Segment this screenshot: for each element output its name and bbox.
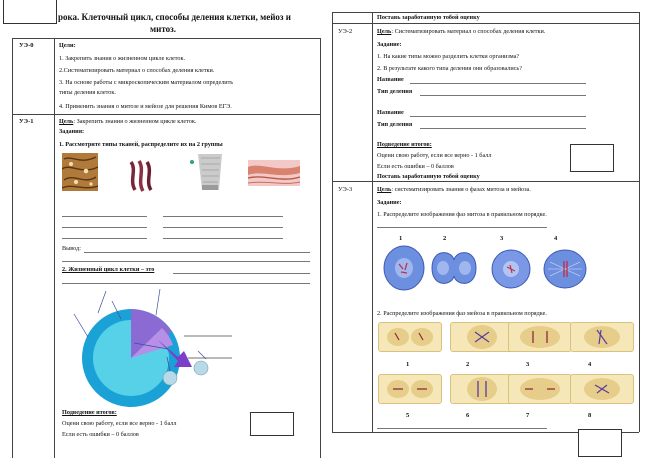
ue2-score-box[interactable] <box>570 144 614 172</box>
ue0-goal-1: 1. Закрепить знания о жизненном цикле клеток. <box>59 55 186 62</box>
meiosis-number-3: 3 <box>526 361 530 368</box>
lesson-title-line1: рока. Клеточный цикл, способы деления клетки, мейоз и <box>58 12 291 22</box>
mitosis-image-3 <box>490 248 532 290</box>
meiosis-number-7: 7 <box>526 412 530 419</box>
meiosis-card-b <box>450 322 514 352</box>
meiosis-number-5: 5 <box>406 412 410 419</box>
meiosis-number-1: 1 <box>406 361 410 368</box>
meiosis-card-d <box>570 322 634 352</box>
meiosis-card-h <box>570 374 634 404</box>
mitosis-image-1 <box>382 244 426 292</box>
ue1-task-2: 2. Жизненный цикл клетки – это <box>62 266 155 273</box>
ue3-code: УЭ-3 <box>338 186 353 193</box>
ue2-summary-label: Подведение итогов: <box>377 141 432 148</box>
grade-box-top-left[interactable] <box>3 0 57 24</box>
tissue-image-epithelium <box>188 150 226 194</box>
ue2-question-1: 1. На какие типы можно разделить клетки организма? <box>377 53 520 60</box>
ue2-goal <box>377 28 545 35</box>
ue2-goal-label: Цель <box>377 28 392 35</box>
ue2-goal-text: : Систематизировать материал о способах деления клетки. <box>391 28 546 35</box>
ue1-summary-label: Подведение итогов: <box>62 409 117 416</box>
ue2-summary-1: Оцени свою работу, если все верно - 1 балл <box>377 152 492 159</box>
ue3-task-2-text: 2. Распределите изображения фаз мейоза в правильном порядке. <box>377 310 547 317</box>
ue2-footer: Поставь заработанную тобой оценку <box>377 173 480 180</box>
mitosis-number-4: 4 <box>554 235 558 242</box>
meiosis-number-4: 4 <box>588 361 592 368</box>
ue3-task-1 <box>377 211 547 218</box>
ue2-type-label-1: Тип деления <box>377 88 413 95</box>
ue2-name-label-2: Название <box>377 109 404 116</box>
tissue-image-connective <box>248 160 300 186</box>
ue1-summary-1: Оцени свою работу, если все верно - 1 балл <box>62 420 177 427</box>
ue0-goal-4: 4. Применить знания о митозе и мейозе для решения Кимов ЕГЭ. <box>59 103 232 110</box>
meiosis-card-f <box>450 374 514 404</box>
ue1-tasks-label: Задания: <box>59 128 85 135</box>
ue1-conclusion-label: Вывод: <box>62 245 81 252</box>
ue1-goal-label: Цель <box>59 118 74 125</box>
mitosis-number-3: 3 <box>500 235 504 242</box>
ue0-goals-label: Цели: <box>59 42 76 49</box>
ue0-goal-3a: 3. На основе работы с микроскопическим материалом определить <box>59 79 234 86</box>
grade-box-bottom-right[interactable] <box>578 429 622 457</box>
ue2-summary-2: Если есть ошибки – 0 баллов <box>377 163 454 170</box>
ue0-goal-2: 2.Систематизировать материал о способах деления клетки. <box>59 67 215 74</box>
ue1-summary-2: Если есть ошибки – 0 баллов <box>62 431 139 438</box>
tissue-image-bone <box>62 153 98 191</box>
tissue-image-muscle <box>128 160 154 192</box>
mitosis-number-2: 2 <box>443 235 447 242</box>
ue2-question-2: 2. В результате какого типа деления они образовались? <box>377 65 522 72</box>
ue0-code: УЭ-0 <box>19 42 34 49</box>
meiosis-card-e <box>378 374 442 404</box>
ue1-task-1: 1. Рассмотрите типы тканей, распределите их на 2 группы <box>59 141 223 148</box>
ue2-code: УЭ-2 <box>338 28 353 35</box>
left-page <box>0 0 322 459</box>
meiosis-number-6: 6 <box>466 412 470 419</box>
ue3-task-label: Задание: <box>377 199 402 206</box>
meiosis-card-a <box>378 322 442 352</box>
ue3-task-2 <box>377 310 547 317</box>
ue1-code: УЭ-1 <box>19 118 34 125</box>
ue1-goal <box>59 118 196 125</box>
ue3-goal <box>377 186 531 193</box>
ue1-goal-text: : Закрепить знания о жизненном цикле клеток. <box>73 118 197 125</box>
meiosis-number-2: 2 <box>466 361 470 368</box>
ue3-goal-text: : систематизировать знания о фазах митоза и мейоза. <box>391 186 531 193</box>
ue3-task-1-text: 1. Распределите изображения фаз митоза в правильном порядке. <box>377 211 547 218</box>
cell-cycle-diagram <box>66 285 266 410</box>
ue1-score-box[interactable] <box>250 412 294 436</box>
right-page <box>330 0 650 459</box>
meiosis-card-g <box>508 374 572 404</box>
mitosis-image-2 <box>428 244 480 292</box>
mitosis-number-1: 1 <box>399 235 403 242</box>
mitosis-image-4 <box>542 248 588 290</box>
right-header: Поставь заработанную тобой оценку <box>377 14 480 21</box>
ue2-task-label: Задание: <box>377 41 402 48</box>
lesson-title-line2: митоз. <box>150 24 176 34</box>
ue2-type-label-2: Тип деления <box>377 121 413 128</box>
meiosis-card-c <box>508 322 572 352</box>
ue2-name-label-1: Название <box>377 76 404 83</box>
ue3-goal-label: Цель <box>377 186 392 193</box>
meiosis-number-8: 8 <box>588 412 592 419</box>
ue0-goal-3b: типы деления клеток. <box>59 89 116 96</box>
